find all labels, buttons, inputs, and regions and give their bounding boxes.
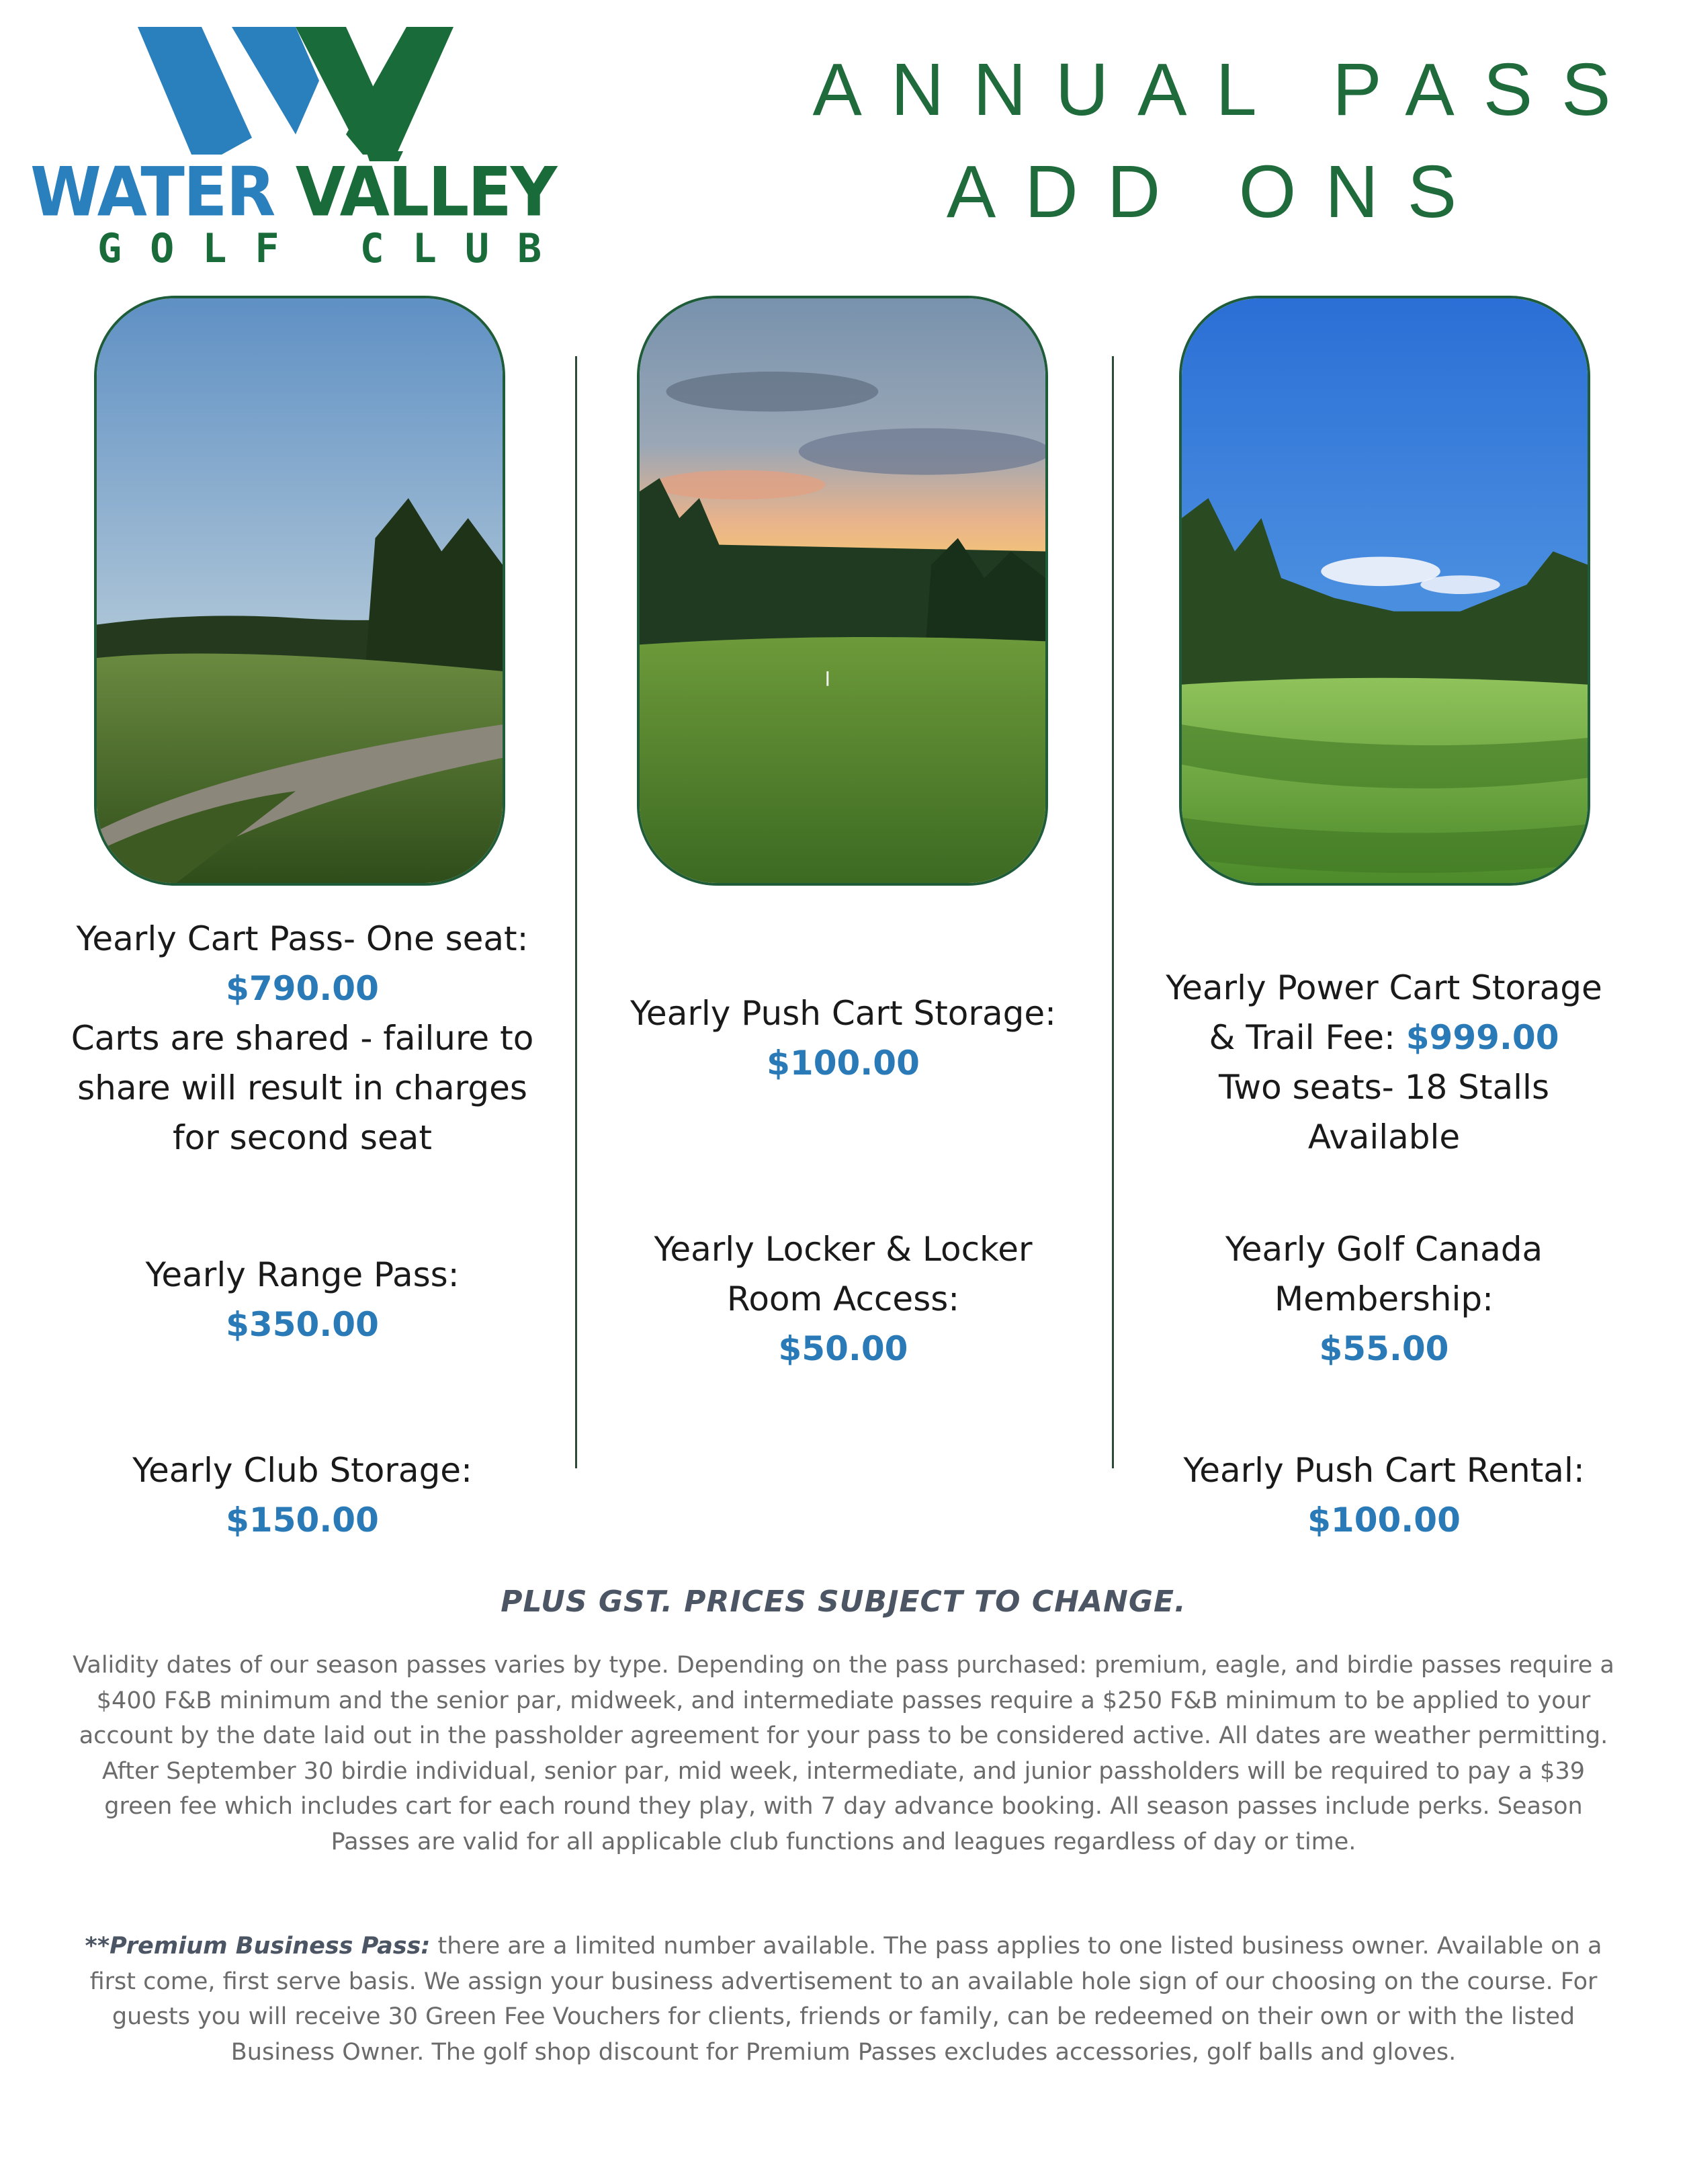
logo-word-water: WATER (30, 153, 275, 232)
golf-canada-item (1122, 1224, 1646, 1374)
photo-fairway-sunset (637, 296, 1048, 886)
page-title-line-2: ADD ONS (946, 151, 1486, 233)
push-cart-rental-item (1122, 1445, 1646, 1545)
power-cart-storage-item (1122, 963, 1646, 1162)
premium-business-paragraph (67, 1929, 1620, 2070)
club-storage-item (40, 1445, 564, 1545)
golf-canada-label-1: Yearly Golf Canada (1225, 1230, 1543, 1269)
golf-canada-price: $55.00 (1319, 1329, 1449, 1368)
logo-subtitle: GOLF CLUB (97, 225, 570, 272)
logo-wordmark (30, 153, 574, 232)
club-storage-label: Yearly Club Storage: (132, 1451, 472, 1490)
locker-price: $50.00 (778, 1329, 908, 1368)
column-divider-left (575, 356, 577, 1468)
power-cart-storage-label-1: Yearly Power Cart Storage (1166, 968, 1602, 1007)
page-title-line-1: ANNUAL PASS (812, 48, 1640, 131)
premium-business-lead: **Premium Business Pass: (85, 1933, 431, 1960)
cart-pass-price: $790.00 (226, 969, 379, 1008)
column-divider-right (1112, 356, 1114, 1468)
push-cart-storage-label: Yearly Push Cart Storage: (630, 994, 1056, 1033)
cart-pass-label: Yearly Cart Pass- One seat: (76, 919, 529, 958)
power-cart-storage-label-2: & Trail Fee: (1209, 1018, 1395, 1057)
premium-business-body: there are a limited number available. The pass applies to one listed business owner. Available on a first come, first serve basis. We assign your business advertisement to an available hole sign of our choosing on the course. For guests you will receive 30 Green Fee Vouchers for clients, friends or family, can be redeemed on their own or with the listed Business Owner. The golf shop discount for Premium Passes excludes accessories, golf balls and gloves. (89, 1933, 1602, 2066)
gst-note: PLUS GST. PRICES SUBJECT TO CHANGE. (501, 1585, 1186, 1619)
range-pass-label: Yearly Range Pass: (145, 1255, 460, 1294)
power-cart-storage-note-2: Available (1307, 1118, 1461, 1157)
logo-w-mark-icon (30, 20, 574, 161)
power-cart-storage-note-1: Two seats- 18 Stalls (1218, 1068, 1550, 1107)
cart-pass-note-1: Carts are shared - failure to (71, 1019, 534, 1058)
range-pass-item (40, 1250, 564, 1349)
club-storage-price: $150.00 (226, 1501, 379, 1540)
range-pass-price: $350.00 (226, 1305, 379, 1344)
push-cart-storage-item (585, 989, 1102, 1088)
locker-label-2: Room Access: (726, 1279, 960, 1318)
locker-item (585, 1224, 1102, 1374)
power-cart-storage-price: $999.00 (1405, 1018, 1559, 1057)
golf-canada-label-2: Membership: (1274, 1279, 1494, 1318)
club-logo (30, 20, 574, 272)
cart-pass-note-2: share will result in charges (77, 1068, 527, 1107)
photo-fairway-blue-sky (1179, 296, 1590, 886)
cart-pass-note-3: for second seat (173, 1118, 432, 1157)
photo-cart-path-sunset (94, 296, 505, 886)
cart-pass-item (40, 914, 564, 1163)
locker-label-1: Yearly Locker & Locker (654, 1230, 1033, 1269)
push-cart-rental-price: $100.00 (1307, 1501, 1461, 1540)
push-cart-rental-label: Yearly Push Cart Rental: (1183, 1451, 1585, 1490)
logo-word-valley: VALLEY (295, 153, 556, 232)
power-cart-storage-label-2-row (1122, 1013, 1646, 1062)
validity-paragraph: Validity dates of our season passes varies by type. Depending on the pass purchased: premium, eagle, and birdie passes require a $400 F&B minimum and the senior par, midweek, and intermediate passes require a $250 F&B minimum to be applied to your account by the date laid out in the passholder agreement for your pass to be considered active. All dates are weather permitting. After September 30 birdie individual, senior par, mid week, intermediate, and junior passholders will be required to pay a $39 green fee which includes cart for each round they play, with 7 day advance booking. All season passes include perks. Season Passes are valid for all applicable club functions and leagues regardless of day or time. (73, 1652, 1614, 1855)
push-cart-storage-price: $100.00 (767, 1044, 920, 1083)
